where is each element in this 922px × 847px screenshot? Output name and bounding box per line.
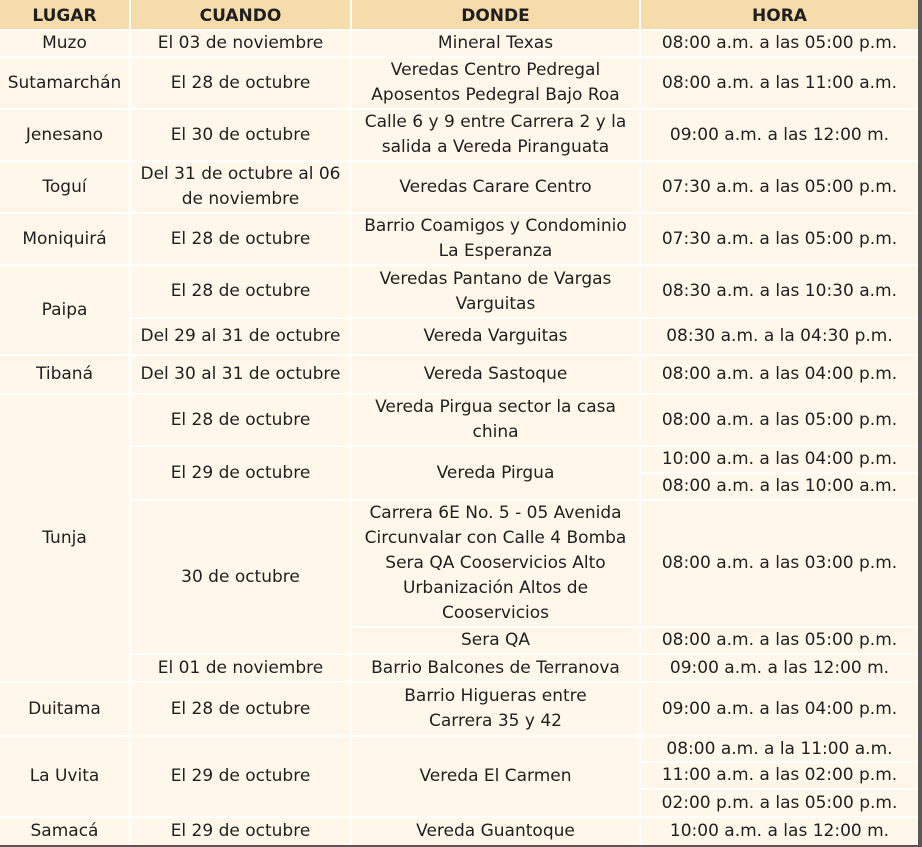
donde-line: Vereda Pirgua	[436, 462, 555, 483]
hora-cell: 08:30 a.m. a las 10:30 a.m.	[641, 266, 918, 317]
header-lugar: LUGAR	[0, 0, 129, 29]
cuando-line: El 29 de octubre	[170, 766, 311, 786]
cuando-cell	[131, 395, 350, 445]
cuando-line: El 29 de octubre	[170, 462, 311, 483]
donde-line: Veredas Pantano de Vargas	[379, 268, 612, 289]
hora-cell: 11:00 a.m. a las 02:00 p.m.	[641, 763, 918, 788]
donde-line: Vereda Pirgua sector la casa	[375, 397, 616, 417]
donde-line: La Esperanza	[438, 241, 553, 261]
cuando-cell	[131, 683, 350, 735]
cuando-line: El 29 de octubre	[170, 821, 311, 841]
hora-cell: 08:00 a.m. a las 10:00 a.m.	[641, 474, 918, 499]
donde-cell	[352, 214, 639, 264]
cuando-cell	[131, 737, 350, 816]
donde-line: Urbanización Altos de	[402, 578, 589, 598]
hora-cell: 09:00 a.m. a las 04:00 p.m.	[641, 683, 918, 735]
cuando-cell	[131, 58, 350, 108]
donde-cell	[352, 58, 639, 108]
lugar-cell: Samacá	[0, 818, 129, 845]
cuando-line: El 28 de octubre	[170, 72, 311, 93]
header-donde: DONDE	[352, 0, 639, 29]
hora-cell: 07:30 a.m. a las 05:00 p.m.	[641, 162, 918, 212]
cuando-cell	[131, 110, 350, 160]
header-cuando: CUANDO	[131, 0, 350, 29]
donde-line: Varguitas	[455, 293, 536, 314]
hora-cell: 08:00 a.m. a las 05:00 p.m.	[641, 31, 918, 56]
cuando-line: El 28 de octubre	[170, 698, 311, 719]
header-hora: HORA	[641, 0, 918, 29]
donde-line: china	[472, 422, 519, 442]
donde-line: Aposentos Pedegral Bajo Roa	[371, 85, 620, 105]
cuando-line: Del 29 al 31 de octubre	[140, 326, 341, 346]
donde-cell	[352, 818, 639, 845]
donde-line: salida a Vereda Piranguata	[381, 137, 610, 157]
donde-line: Vereda Guantoque	[416, 821, 575, 841]
donde-cell	[352, 501, 639, 626]
hora-cell: 08:00 a.m. a las 05:00 p.m.	[641, 628, 918, 653]
hora-cell: 08:00 a.m. a las 05:00 p.m.	[641, 395, 918, 445]
donde-line: Circunvalar con Calle 4 Bomba	[364, 528, 627, 548]
donde-cell	[352, 162, 639, 212]
donde-cell	[352, 655, 639, 681]
cuando-cell	[131, 319, 350, 354]
donde-line: Carrera 35 y 42	[429, 711, 562, 731]
hora-cell: 07:30 a.m. a las 05:00 p.m.	[641, 214, 918, 264]
cuando-cell	[131, 162, 350, 212]
cuando-line: El 28 de octubre	[170, 409, 311, 430]
hora-cell: 09:00 a.m. a las 12:00 m.	[641, 655, 918, 681]
lugar-cell: Jenesano	[0, 110, 129, 160]
cuando-cell	[131, 447, 350, 499]
cuando-line: 30 de octubre	[181, 566, 300, 587]
donde-cell	[352, 683, 639, 735]
donde-cell	[352, 737, 639, 816]
lugar-cell: Muzo	[0, 31, 129, 56]
cuando-line: Del 30 al 31 de octubre	[140, 364, 341, 384]
donde-line: Mineral Texas	[437, 33, 554, 53]
lugar-cell: Paipa	[0, 266, 129, 354]
lugar-cell: La Uvita	[0, 737, 129, 816]
cuando-line: Del 31 de octubre al 06	[140, 164, 341, 184]
donde-cell	[352, 628, 639, 653]
cuando-cell	[131, 818, 350, 845]
donde-cell	[352, 356, 639, 393]
donde-cell	[352, 447, 639, 499]
donde-line: Barrio Balcones de Terranova	[371, 657, 620, 678]
donde-line: Veredas Carare Centro	[399, 176, 592, 197]
donde-cell	[352, 266, 639, 317]
hora-cell: 08:00 a.m. a las 03:00 p.m.	[641, 501, 918, 626]
cuando-cell	[131, 31, 350, 56]
lugar-cell: Tibaná	[0, 356, 129, 393]
donde-line: Barrio Coamigos y Condominio	[364, 216, 627, 236]
donde-line: Vereda El Carmen	[419, 766, 572, 786]
donde-line: Veredas Centro Pedregal	[390, 60, 601, 80]
donde-line: Sera QA Cooservicios Alto	[385, 553, 606, 573]
lugar-cell: Sutamarchán	[0, 58, 129, 108]
donde-line: Calle 6 y 9 entre Carrera 2 y la	[364, 112, 627, 132]
cuando-cell	[131, 214, 350, 264]
donde-cell	[352, 319, 639, 354]
lugar-cell: Tunja	[0, 395, 129, 681]
hora-cell: 10:00 a.m. a las 12:00 m.	[641, 818, 918, 845]
donde-line: Barrio Higueras entre	[404, 686, 587, 706]
donde-line: Vereda Varguitas	[423, 326, 568, 346]
lugar-cell: Moniquirá	[0, 214, 129, 264]
cuando-line: El 03 de noviembre	[157, 33, 324, 53]
hora-cell: 02:00 p.m. a las 05:00 p.m.	[641, 790, 918, 816]
cuando-line: El 01 de noviembre	[157, 657, 324, 678]
lugar-cell: Toguí	[0, 162, 129, 212]
cuando-cell	[131, 356, 350, 393]
donde-line: Sera QA	[460, 630, 531, 650]
hora-cell: 08:00 a.m. a las 04:00 p.m.	[641, 356, 918, 393]
cuando-line: El 28 de octubre	[170, 281, 311, 301]
cuando-line: El 28 de octubre	[170, 228, 311, 249]
hora-cell: 10:00 a.m. a las 04:00 p.m.	[641, 447, 918, 472]
cuando-line: de noviembre	[181, 189, 300, 209]
donde-cell	[352, 395, 639, 445]
hora-cell: 09:00 a.m. a las 12:00 m.	[641, 110, 918, 160]
hora-cell: 08:00 a.m. a la 11:00 a.m.	[641, 737, 918, 761]
donde-cell	[352, 110, 639, 160]
cuando-cell	[131, 501, 350, 653]
donde-line: Vereda Sastoque	[423, 364, 568, 384]
donde-line: Carrera 6E No. 5 - 05 Avenida	[369, 503, 622, 523]
cuando-cell	[131, 266, 350, 317]
donde-cell	[352, 31, 639, 56]
hora-cell: 08:00 a.m. a las 11:00 a.m.	[641, 58, 918, 108]
cuando-line: El 30 de octubre	[170, 124, 311, 145]
donde-line: Cooservicios	[441, 603, 550, 623]
cuando-cell	[131, 655, 350, 681]
lugar-cell: Duitama	[0, 683, 129, 735]
hora-cell: 08:30 a.m. a la 04:30 p.m.	[641, 319, 918, 354]
